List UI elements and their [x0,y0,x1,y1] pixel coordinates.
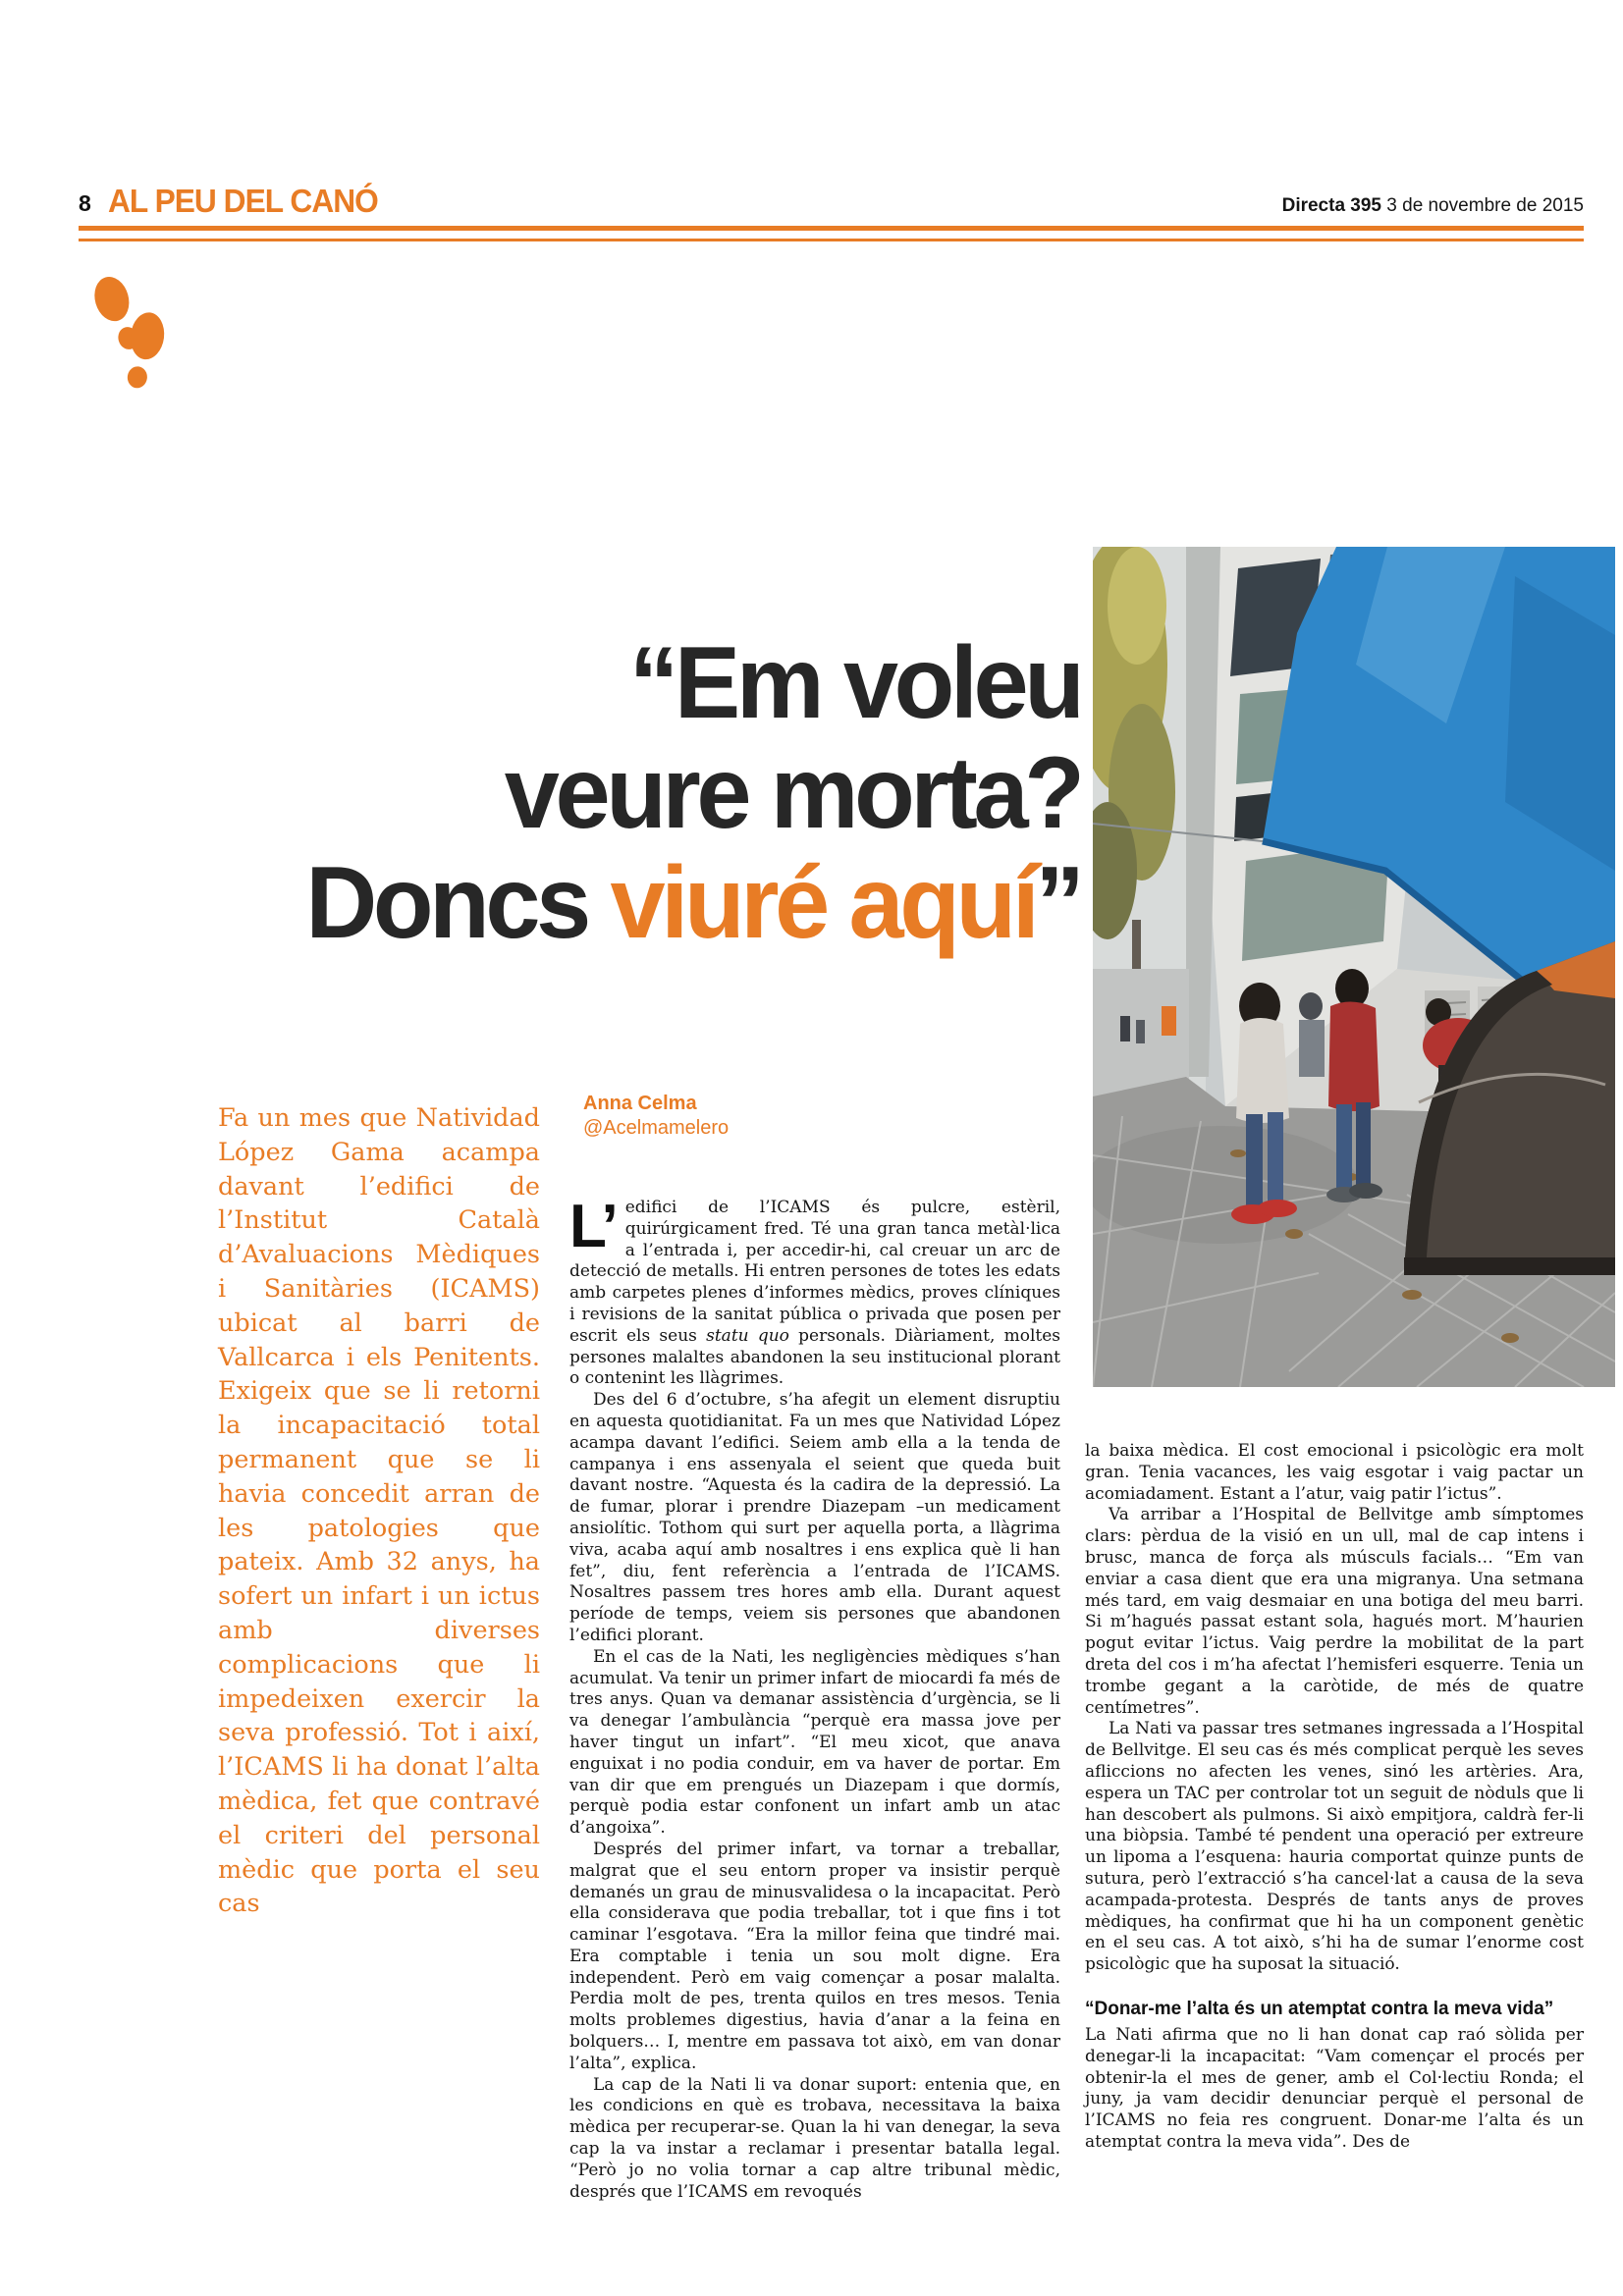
paragraph-9: La Nati afirma que no li han donat cap raó sòlida per denegar-li la incapacitat: “Vam començar el procés per obtenir-la el mes de gener, amb el Col·lectiu Ronda; el juny, ja vam decidir denunciar perquè el personal de l’ICAMS no feia res congruent. Donar-me l’alta és un atemptat contra la meva vida”. Des de [1085,2024,1584,2152]
subhead: “Donar-me l’alta és un atemptat contra la meva vida” [1085,1998,1554,2019]
footprints-icon [90,269,169,393]
lede-paragraph: Fa un mes que Natividad López Gama acampa davant l’edifici de l’Institut Català d’Avaluacions Mèdiques i Sanitàries (ICAMS) ubicat al barri de Vallcarca i els Penitents. Exigeix que se li retorni la incapacitació total permanent que se li havia concedit arran de les patologies que pateix. Amb 32 anys, ha sofert un infart i un ictus amb diverses complicacions que li impedeixen exercir la seva professió. Tot i així, l’ICAMS li ha donat l’alta mèdica, fet que contravé el criteri del personal mèdic que porta el seu cas [218,1103,540,1919]
masthead-date: 3 de novembre de 2015 [1381,195,1584,216]
paragraph-5: La cap de la Nati li va donar suport: entenia que, en les condicions en què es trobava, necessitava la baixa mèdica per recuperar-se. Quan la hi van denegar, la seva cap la va instar a reclamar i presentar batalla legal. “Però jo no volia tornar a cap altre tribunal mèdic, després que l’ICAMS em revoqués [569,2074,1060,2202]
page-number: 8 [79,190,91,216]
paragraph-1: L’ edifici de l’ICAMS és pulcre, estèril, quirúrgicament fred. Té una gran tanca metàl·lica a l’entrada i, per accedir-hi, cal creuar un arc de detecció de metalls. Hi entren persones de totes les edats amb carpetes plenes d’informes mèdics, proves clíniques i revisions de la sanitat pública o privada que posen per escrit els seus statu quo personals. Diàriament, moltes persones malaltes abandonen la seu institucional plorant o contenint les llàgrimes. [569,1193,1061,1389]
paragraph-3: En el cas de la Nati, les negligències mèdiques s’han acumulat. Va tenir un primer infart de miocardi fa més de tres anys. Quan va demanar assistència d’urgència, se li va denegar l’ambulància “perquè era massa jove per haver tingut un infart”. “El meu xicot, que anava enguixat i no podia conduir, em va haver de portar. Em van dir que em prengués un Diazepam i que dormís, perquè podia estar confonent un infart amb un atac d’angoixa”. [569,1646,1060,1839]
drop-cap: L’ [569,1193,617,1260]
article-photo [1093,547,1615,1387]
headline-highlight: viuré aquí [610,846,1035,960]
paragraph-4: Després del primer infart, va tornar a treballar, malgrat que el seu entorn proper va insistir perquè demanés un grau de minusvalidesa o la incapacitat. Però ella considerava que podia treballar, tot i que fins i tot caminar l’esgotava. “Era la millor feina que tindré mai. Era comptable i tenia un sou molt digne. Era independent. Però em vaig començar a posar malalta. Perdia molt de pes, trenta quilos en tres mesos. Tenia molts problemes digestius, havia d’anar a la feina en bolquers… I, mentre em passava tot això, em van donar l’alta”, explica. [569,1839,1060,2073]
headline-line-2: veure morta? [504,736,1080,850]
byline-twitter-handle: @Acelmamelero [583,1117,730,1139]
paragraph-2: Des del 6 d’octubre, s’ha afegit un element disruptiu en aquesta quotidianitat. Fa un mes que Natividad López acampa davant l’edifici. Seiem amb ella a la tenda de campanya i ens assenyala el seient que queda buit davant nostre. “Aquesta és la cadira de la depressió. La de fumar, plorar i prendre Diazepam –un medicament ansiolític. Tothom qui surt per aquella porta, a llàgrima viva, acaba aquí amb nosaltres i ens explica què li han fet”, diu, fent referència a l’entrada de l’ICAMS. Nosaltres passem tres hores amb ella. Durant aquest període de temps, veiem sis persones que abandonen l’edifici plorant. [569,1390,1060,1645]
paragraph-6: la baixa mèdica. El cost emocional i psicològic era molt gran. Tenia vacances, les vaig esgotar i vaig pactar un acomiadament. Estant a l’atur, vaig patir l’ictus”. [1085,1441,1584,1504]
headline [305,628,1080,958]
body-column-1 [569,1193,1061,2203]
body-column-2 [1085,1441,1584,2154]
byline [583,1092,729,1141]
paragraph-8: La Nati va passar tres setmanes ingressada a l’Hospital de Bellvitge. El seu cas és més complicat perquè les seves afliccions no afecten les venes, sinó les artèries. Ara, espera un TAC per controlar tot un seguit de nòduls que li han descobert als pulmons. Si això empitjora, caldrà fer-li una biòpsia. També té pendent una operació per extreure un lipoma a l’esquena: hauria comportat quinze punts de sutura, però l’extracció s’ha cancel·lat a causa de la seva acampada-protesta. Després de tants anys de proves mèdiques, ha confirmat que hi ha un component genètic en el seu cas. A tot això, s’hi ha de sumar l’enorme cost psicològic que ha suposat la situació. [1085,1719,1584,1975]
header-rule-thin [79,239,1584,241]
headline-line-3: Doncs viuré aquí” [304,846,1080,960]
paragraph-7: Va arribar a l’Hospital de Bellvitge amb símptomes clars: pèrdua de la visió en un ull, mal de cap intens i brusc, manca de força als músculs facials… “Em van enviar a casa dient que era una migranya. Una setmana més tard, em vaig desmaiar en una botiga del meu barri. Si m’hagués passat estant sola, hagués mort. M’haurien pogut evitar l’ictus. Vaig perdre la mobilitat de la part dreta del cos i m’ha afectat l’hemisferi esquerre. Tenia un trombe gegant a la caròtide, de més de quatre centímetres”. [1085,1505,1584,1718]
byline-author: Anna Celma [583,1093,697,1114]
header-rule-thick [79,226,1584,231]
italic-phrase: statu quo [706,1325,789,1346]
masthead [1282,196,1584,215]
masthead-name: Directa 395 [1281,195,1381,216]
headline-line-1: “Em voleu [628,626,1080,740]
section-title: AL PEU DEL CANÓ [108,183,378,219]
